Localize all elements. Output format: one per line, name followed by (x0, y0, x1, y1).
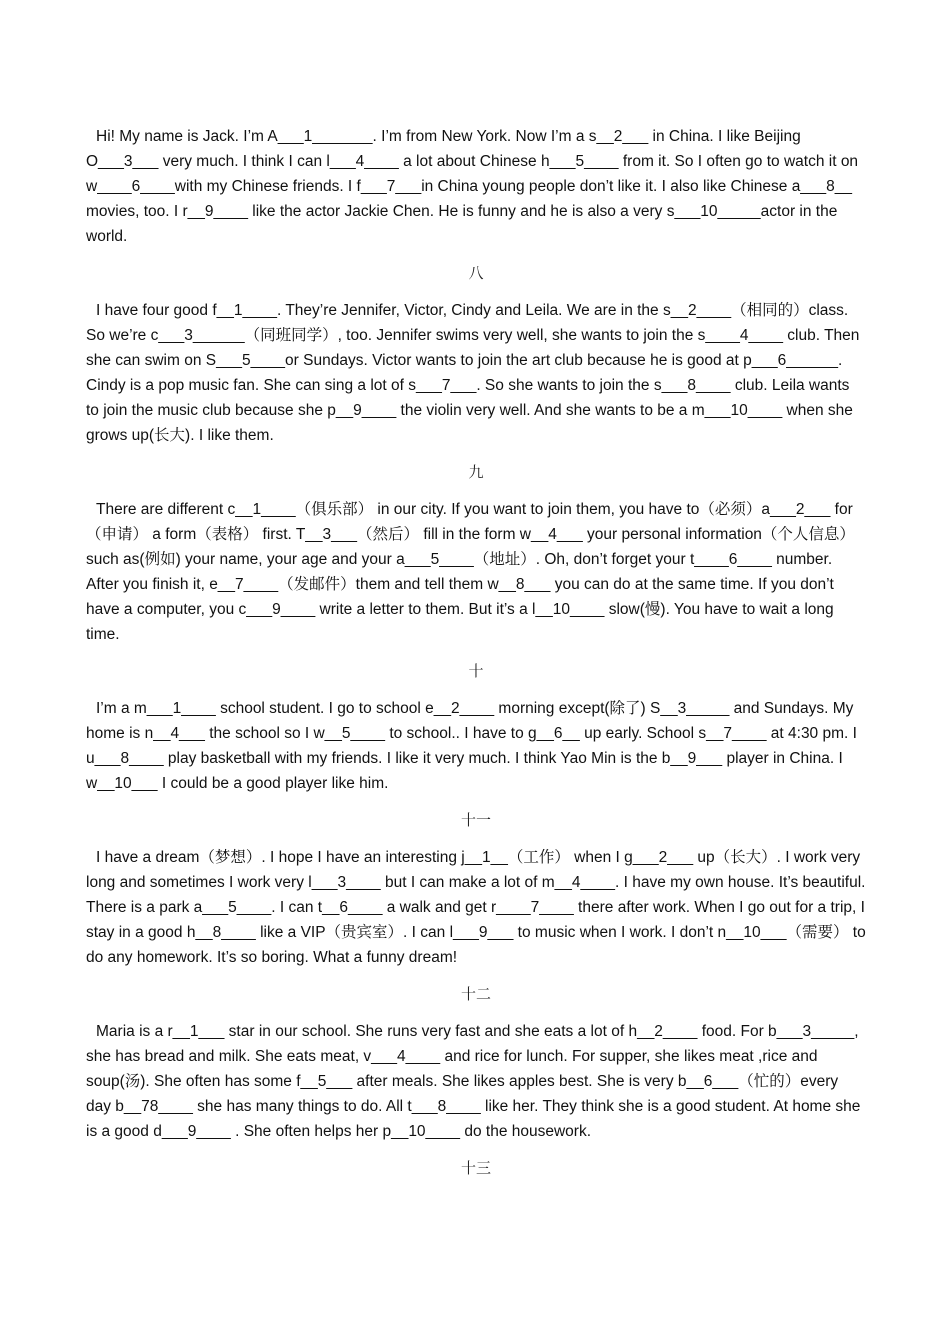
passage-jack: Hi! My name is Jack. I’m A___1_______. I’m from New York. Now I’m a s__2___ in China. I like Beijing O___3___ very much. I think I can l___4____ a lot about Chinese h___5____ from it. So I often go to watch it on w____6____with my Chinese friends. I f___7___in China young people don’t like it. I also like Chinese a___8__ movies, too. I r__9____ like the actor Jackie Chen. He is funny and he is also a very s___10_____actor in the world. (86, 128, 859, 245)
section-heading-13: 十三 (460, 1159, 491, 1177)
document-page (86, 124, 866, 1193)
passage-maria: Maria is a r__1___ star in our school. She runs very fast and she eats a lot of h__2____ food. For b___3_____, she has bread and milk. She eats meat, v___4____ and rice for lunch. For supper, she likes meat ,rice and soup(汤). She often has some f__5___ after meals. She likes apples best. She is very b__6___（忙的）every day b__78____ she has many things to do. All t___8____ like her. They think she is a good student. At home she is a good d___9____ . She often helps her p__10____ do the housework. (86, 1023, 861, 1140)
passage-school-student: I’m a m___1____ school student. I go to school e__2____ morning except(除了) S__3_____ and Sundays. My home is n__4___ the school so I w__5____ to school.. I have to g__6__ up early. School s__7____ at 4:30 pm. I u___8____ play basketball with my friends. I like it very much. I think Yao Min is the b__9___ player in China. I w__10___ I could be a good player like him. (86, 700, 857, 792)
passage-dream: I have a dream（梦想）. I hope I have an interesting j__1__（工作） when I g___2___ up（长大）. I work very long and sometimes I work very l___3____ but I can make a lot of m__4____. I have my own house. It’s beautiful. There is a park a___5____. I can t__6____ a walk and get r____7____ there after work. When I go out for a trip, I stay in a good h__8____ like a VIP（贵宾室）. I can l___9___ to music when I work. I don’t n__10___（需要） to do any homework. It’s so boring. What a funny dream! (86, 849, 866, 966)
section-heading-10: 十 (468, 662, 484, 680)
passage-clubs: There are different c__1____（俱乐部） in our city. If you want to join them, you have to（必须）a___2___ for（申请） a form（表格） first. T__3___（然后） fill in the form w__4___ your personal information（个人信息）such as(例如) your name, your age and your a___5____（地址）. Oh, don’t forget your t____6____ number. After you finish it, e__7____（发邮件）them and tell them w__8___ you can do at the same time. If you don’t have a computer, you c___9____ write a letter to them. But it’s a l__10____ slow(慢). You have to wait a long time. (86, 501, 855, 643)
section-heading-11: 十一 (460, 811, 491, 829)
section-heading-12: 十二 (460, 985, 491, 1003)
passage-four-friends: I have four good f__1____. They’re Jennifer, Victor, Cindy and Leila. We are in the s__2____（相同的）class. So we’re c___3______（同班同学）, too. Jennifer swims very well, she wants to join the s____4____ club. Then she can swim on S___5____or Sundays. Victor wants to join the art club because he is good at p___6______. Cindy is a pop music fan. She can sing a lot of s___7___. So she wants to join the s___8____ club. Leila wants to join the music club because she p__9____ the violin very well. And she wants to be a m___10____ when she grows up(长大). I like them. (86, 302, 860, 444)
section-heading-8: 八 (468, 264, 484, 282)
section-heading-9: 九 (468, 463, 484, 481)
